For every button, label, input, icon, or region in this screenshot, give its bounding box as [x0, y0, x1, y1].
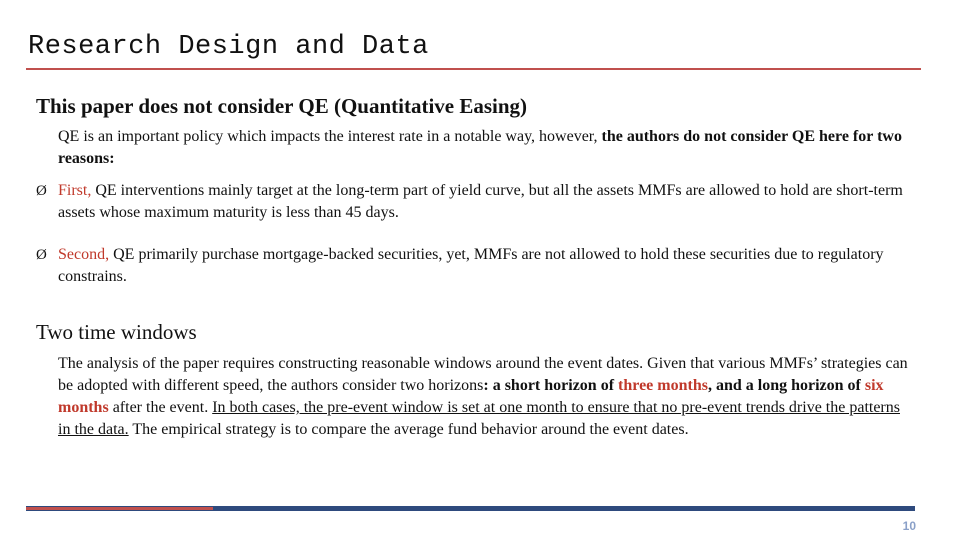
title-underline-rule: [26, 68, 921, 70]
qe-reason-text: [58, 244, 918, 288]
qe-section-heading: This paper does not consider QE (Quantitative Easing): [36, 94, 528, 118]
windows-text-1: The analysis of the paper requires constructing reasonable windows around the event dates. Given that various MMFs’ strategies can be adopted with different speed, the authors consider two horizons: [58, 355, 908, 394]
windows-text-3: after the event.: [108, 399, 213, 416]
arrow-bullet-icon: Ø: [36, 183, 47, 199]
reason-body: QE interventions mainly target at the long-term part of yield curve, but all the assets MMFs are allowed to hold are short-term assets whose maximum maturity is less than 45 days.: [58, 182, 903, 221]
slide-title: Research Design and Data: [28, 32, 429, 62]
reason-lead: First,: [58, 182, 92, 199]
page-number: 10: [902, 519, 916, 533]
short-horizon-label: a short horizon of: [492, 377, 619, 394]
footer-accent-bar: [26, 507, 213, 510]
qe-reason-text: [58, 180, 918, 224]
windows-text-4: The empirical strategy is to compare the average fund behavior around the event dates.: [128, 421, 689, 438]
reason-body: QE primarily purchase mortgage-backed securities, yet, MMFs are not allowed to hold these securities due to regulatory constrains.: [58, 246, 884, 285]
reason-lead: Second,: [58, 246, 110, 263]
arrow-bullet-icon: Ø: [36, 247, 47, 263]
qe-intro-text: QE is an important policy which impacts the interest rate in a notable way, however,: [58, 128, 602, 145]
windows-section-heading: Two time windows: [36, 320, 197, 344]
short-horizon-value: three months: [618, 377, 708, 394]
windows-text-2: :: [483, 377, 493, 394]
pre-event-window-note: In both cases, the pre-event window is set at one month to ensure that no pre-event trends drive the patterns in the data.: [58, 399, 900, 438]
qe-intro-paragraph: [54, 126, 918, 170]
long-horizon-value: six months: [58, 377, 884, 416]
long-horizon-label: , and a long horizon of: [707, 377, 865, 394]
windows-paragraph: [58, 353, 914, 441]
qe-intro-emphasis: the authors do not consider QE here for two reasons:: [58, 128, 902, 167]
